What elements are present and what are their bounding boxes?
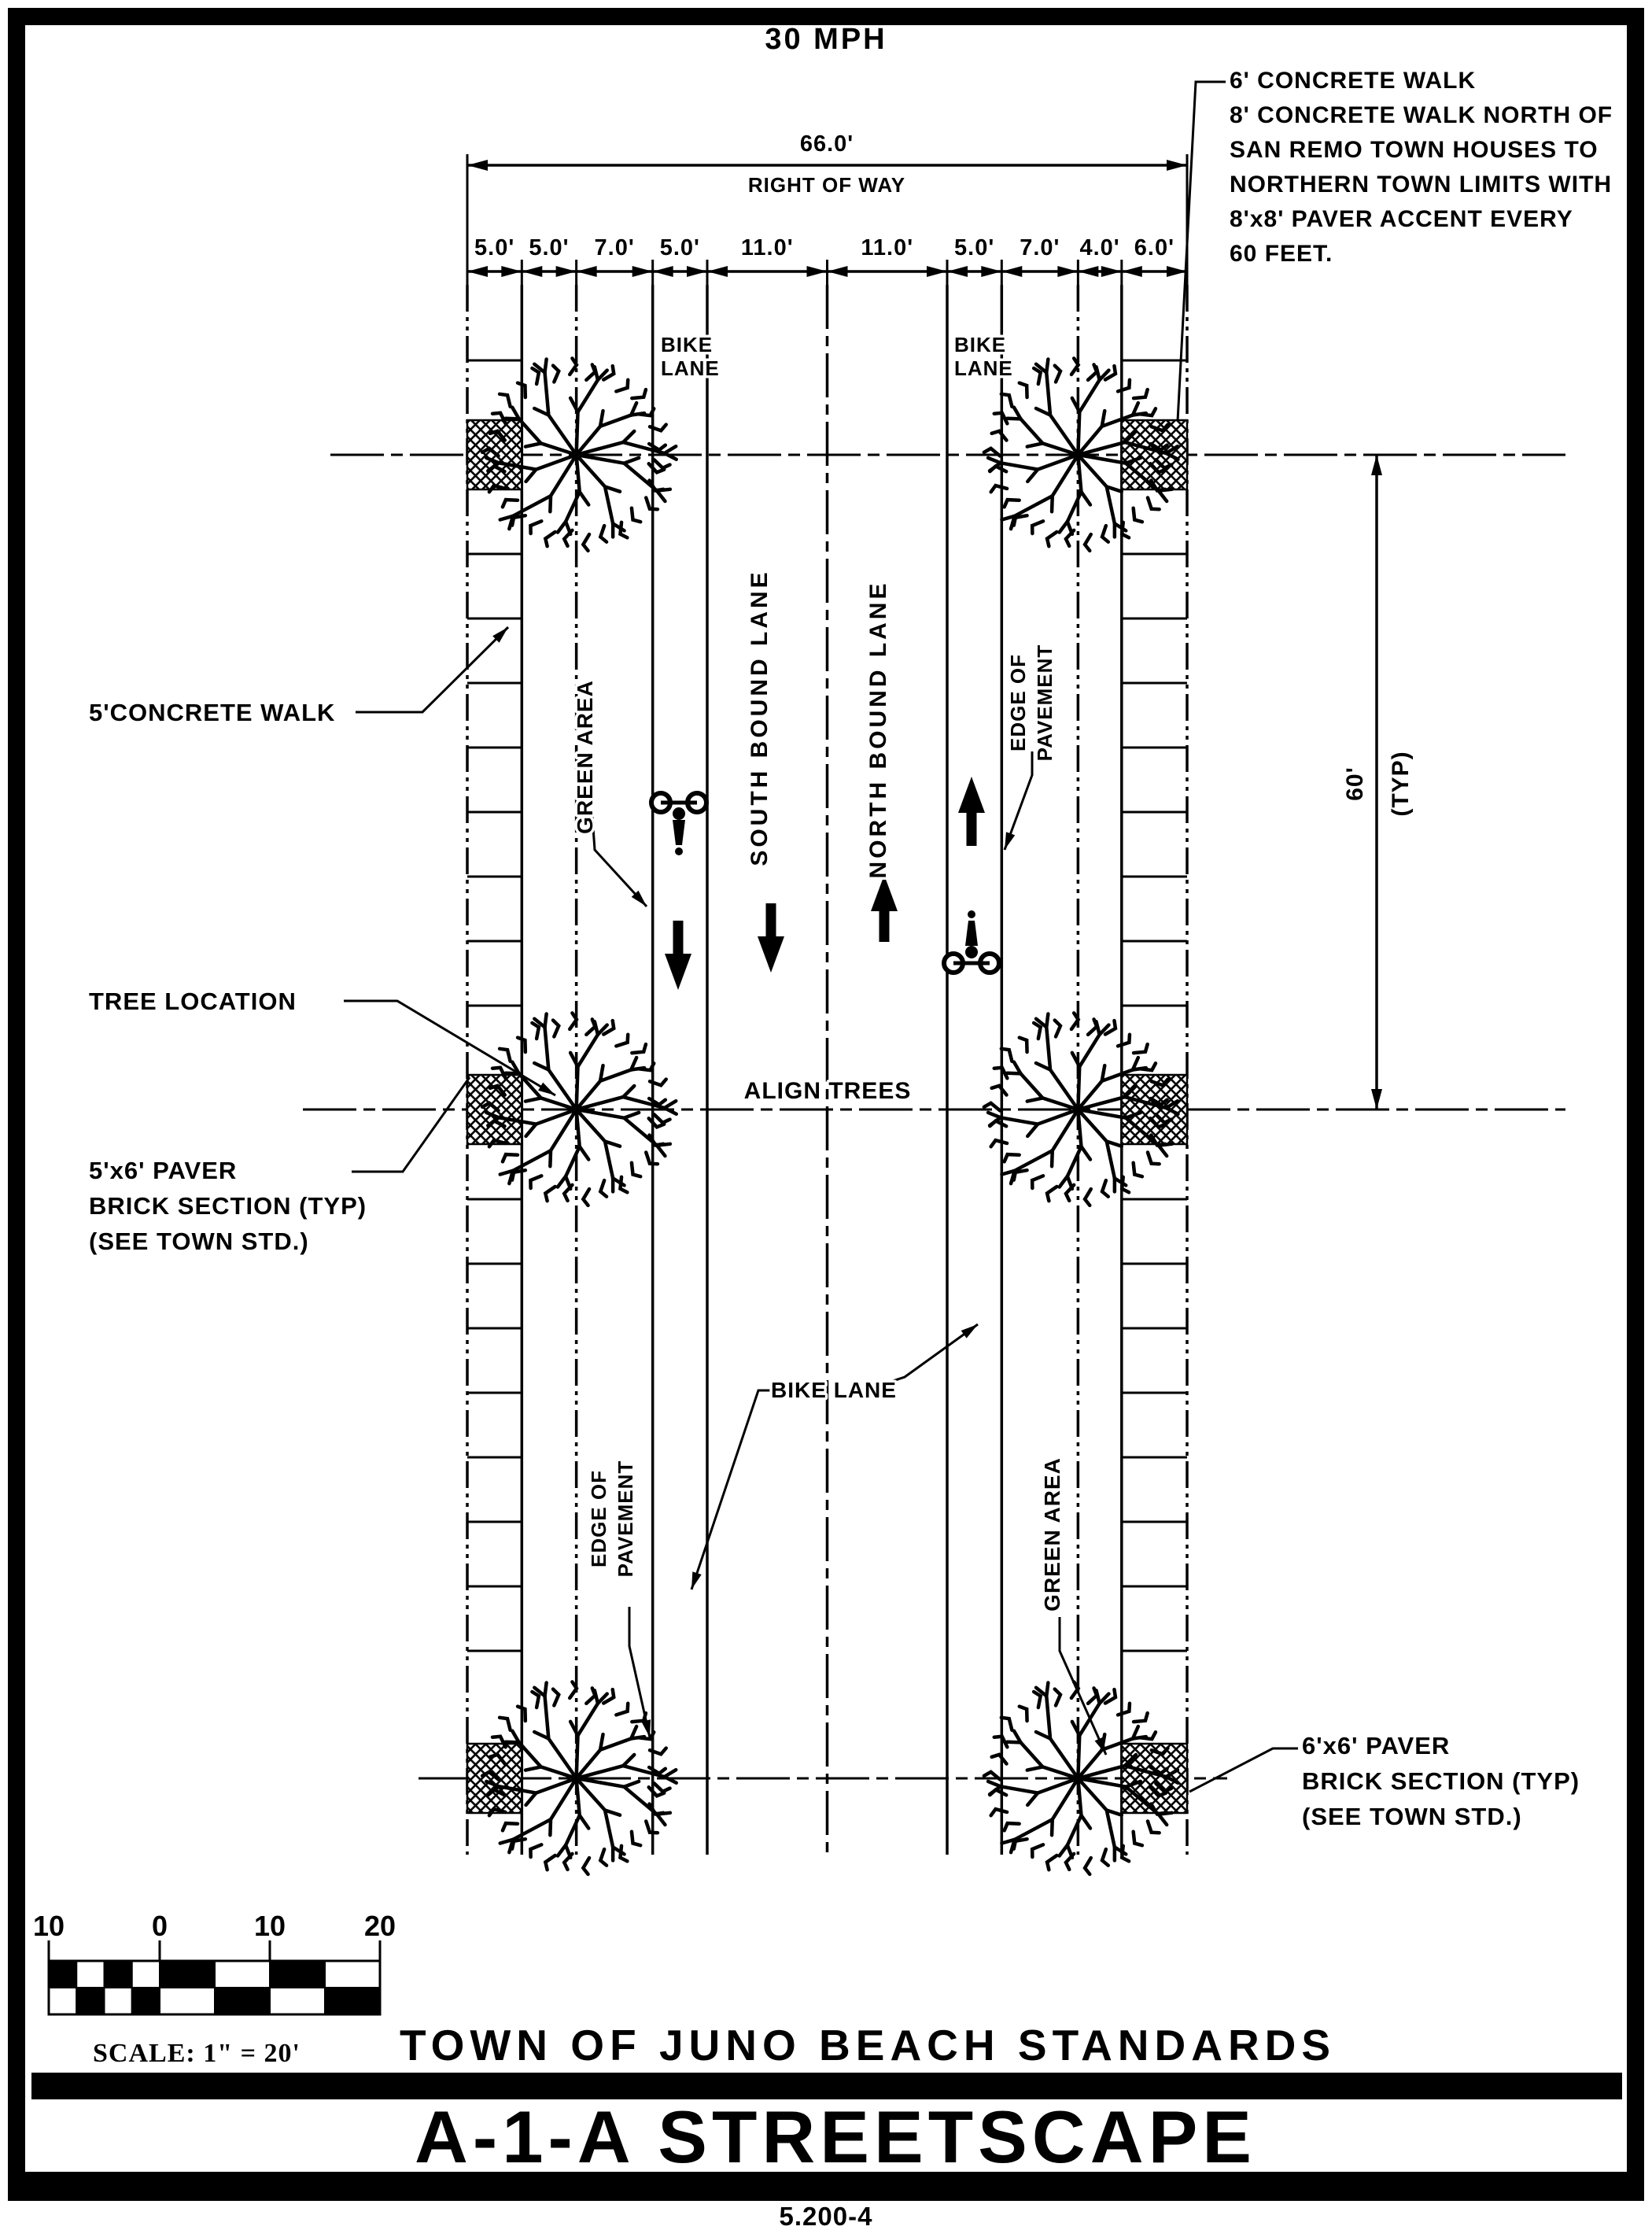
paver-callout-west: 5'x6' PAVER (89, 1157, 238, 1184)
tree-twig (1081, 492, 1090, 504)
cyclist-head (965, 946, 978, 958)
tree-branch (1001, 1778, 1079, 1793)
tree-spacing-dimension: 60' (1342, 766, 1368, 801)
dimension-arrow (632, 266, 653, 277)
cyclist-body (965, 921, 978, 946)
leader-arrowhead (687, 1571, 701, 1591)
paver-callout-east: BRICK SECTION (TYP) (1302, 1767, 1580, 1795)
tree-twig (530, 1844, 541, 1857)
concrete-walk-leader (356, 627, 508, 712)
tree-branch (577, 1109, 657, 1146)
tree-twig (600, 1849, 607, 1866)
dimension-arrow (577, 266, 597, 277)
dimension-arrow (556, 266, 577, 277)
tree-twig (657, 491, 666, 501)
tree-twig (545, 1683, 547, 1696)
scale-bar-cell (76, 1961, 104, 1988)
tree-twig (632, 1044, 646, 1053)
tree-twig (1020, 383, 1027, 397)
tree-twig (545, 532, 555, 546)
tree-twig (1055, 1021, 1060, 1037)
scale-bar-cell (132, 1988, 160, 2014)
tree-twig (586, 364, 595, 379)
dimension-arrow (653, 266, 673, 277)
tree-twig (992, 431, 1007, 441)
tree-twig (623, 1755, 634, 1766)
dimension-arrow (1371, 455, 1382, 475)
tree-twig (1034, 1692, 1041, 1708)
tree-twig (530, 1176, 541, 1188)
tree-twig (526, 1793, 537, 1805)
right-of-way-label: RIGHT OF WAY (747, 173, 906, 197)
standards-title: TOWN OF JUNO BEACH STANDARDS (400, 2021, 1337, 2069)
bike-lane-label-west: BIKE (661, 333, 714, 356)
green-area-east-leader (1060, 1617, 1106, 1755)
tree-twig (545, 1187, 555, 1201)
edge-of-pavement-label-east: EDGE OF (1006, 653, 1030, 752)
tree-twig (583, 534, 589, 551)
dimension-arrow (1371, 1089, 1382, 1109)
cyclist-head (673, 807, 685, 820)
tree-twig (1020, 1038, 1027, 1052)
tree-twig (1005, 500, 1020, 507)
tree-twig (1052, 496, 1053, 511)
segment-dimension-label: 7.0' (594, 235, 635, 260)
dimension-arrow (1078, 266, 1098, 277)
tree-twig (1027, 1098, 1043, 1101)
dimension-arrow (467, 160, 488, 171)
tree-twig (1005, 1154, 1020, 1161)
scale-bar-cell (270, 1961, 325, 1988)
tree-twig (525, 1098, 541, 1101)
tree-branch (1001, 1109, 1079, 1124)
tree-twig (655, 1783, 670, 1791)
scale-bar-cell (49, 1988, 76, 2014)
dimension-arrow (1057, 266, 1078, 277)
tree-twig (1014, 1170, 1027, 1180)
scale-bar-cell (215, 1988, 270, 2014)
tree-twig (1047, 1187, 1056, 1201)
tree-twig (553, 1021, 559, 1037)
traffic-direction-arrow (665, 921, 691, 990)
paver-callout-west: BRICK SECTION (TYP) (89, 1192, 367, 1220)
paver-brick-section-east (1122, 1075, 1187, 1144)
scale-bar-cell (105, 1961, 132, 1988)
bike-lane-label-east: BIKE (954, 333, 1007, 356)
tree-twig (1014, 515, 1027, 525)
tree-twig (623, 431, 634, 442)
segment-dimension-label: 7.0' (1020, 235, 1060, 260)
tree-twig (564, 530, 572, 546)
tree-twig (632, 1832, 640, 1846)
scale-bar-cell (325, 1988, 380, 2014)
scale-bar-cell (105, 1988, 132, 2014)
tree-twig (570, 1682, 577, 1698)
scale-bar-cell (160, 1988, 215, 2014)
tree-twig (500, 394, 511, 407)
dimension-arrow (1101, 266, 1122, 277)
tree-twig (1034, 368, 1041, 384)
speed-limit-label: 30 MPH (765, 23, 887, 56)
tree-twig (558, 522, 566, 533)
tree-twig (564, 1185, 572, 1201)
walk-note-line: NORTHERN TOWN LIMITS WITH (1230, 172, 1613, 198)
tree-branch (1015, 1778, 1079, 1840)
dimension-arrow (927, 266, 947, 277)
tree-twig (600, 526, 607, 542)
green-area-label-west: GREEN AREA (573, 680, 597, 834)
tree-twig (1055, 1689, 1060, 1706)
tree-twig (616, 380, 628, 392)
tree-twig (1046, 1014, 1048, 1028)
dimension-arrow (1001, 266, 1022, 277)
scale-caption: SCALE: 1" = 20' (93, 2039, 301, 2068)
cyclist-wheel-mark (675, 847, 683, 855)
traffic-direction-arrow (758, 903, 784, 973)
dimension-arrow (501, 266, 522, 277)
tree-twig (550, 1819, 551, 1835)
tree-twig (503, 500, 518, 507)
tree-twig (657, 1815, 666, 1825)
tree-twig (988, 458, 1001, 463)
drawing-title: A-1-A STREETSCAPE (415, 2095, 1256, 2178)
tree-location-callout: TREE LOCATION (89, 988, 297, 1015)
tree-twig (526, 470, 537, 482)
tree-twig (1027, 1124, 1038, 1136)
tree-twig (526, 1124, 537, 1136)
tree-twig (1088, 1688, 1097, 1703)
tree-twig (1060, 522, 1068, 533)
traffic-direction-arrow (958, 777, 985, 846)
tree-branch (1001, 455, 1079, 470)
tree-twig (545, 1855, 555, 1870)
walk-note-line: 8' CONCRETE WALK NORTH OF (1230, 102, 1613, 128)
tree-twig (632, 508, 640, 522)
tree-twig (624, 1113, 639, 1118)
dimension-arrow (522, 266, 542, 277)
paver-east-leader (1189, 1748, 1298, 1792)
tree-twig (550, 496, 551, 511)
align-trees-note: ALIGN TREES (743, 1078, 912, 1104)
tree-twig (990, 466, 1006, 471)
tree-twig (580, 1146, 589, 1159)
tree-twig (1060, 1176, 1068, 1187)
street-geometry (8, 8, 1644, 2201)
tree-twig (1027, 443, 1043, 446)
scale-bar-number: 10 (253, 1910, 286, 1942)
tree-twig (530, 521, 541, 534)
row-width-dimension: 66.0' (799, 131, 854, 157)
tree-twig (1060, 1845, 1068, 1856)
edge-of-pavement-label-west: PAVEMENT (614, 1460, 637, 1578)
tree-twig (1034, 1023, 1041, 1039)
north-bound-lane-label: NORTH BOUND LANE (865, 580, 891, 879)
tree-twig (1027, 470, 1038, 482)
tree-twig (1159, 1815, 1167, 1825)
segment-dimension-label: 5.0' (659, 235, 700, 260)
edge-pavement-west-leader (629, 1607, 650, 1737)
tree-twig (1066, 530, 1074, 546)
dimension-arrow (467, 266, 488, 277)
segment-dimension-label: 4.0' (1079, 235, 1120, 260)
tree-branch (1020, 1742, 1078, 1778)
tree-twig (624, 458, 639, 463)
tree-twig (1134, 390, 1148, 398)
scale-bar-cell (270, 1988, 325, 2014)
tree-twig (623, 1086, 634, 1097)
tree-twig (991, 1809, 1007, 1815)
tree-twig (1088, 1019, 1097, 1034)
dimension-arrow (981, 266, 1001, 277)
cyclist-body (673, 820, 685, 845)
tree-twig (1118, 1035, 1130, 1047)
tree-twig (1148, 498, 1160, 510)
walk-note-leader (1178, 82, 1226, 421)
tree-twig (532, 1692, 539, 1708)
paver-brick-section-east (1122, 1744, 1187, 1813)
tree-twig (503, 1823, 518, 1830)
traffic-direction-arrow (871, 875, 898, 942)
segment-dimension-label: 5.0' (529, 235, 570, 260)
dimension-arrow (687, 266, 707, 277)
tree-twig (1102, 526, 1108, 542)
tree-twig (1081, 1815, 1090, 1828)
tree-twig (1088, 364, 1097, 379)
tree-twig (657, 1146, 666, 1156)
scale-bar-number: 10 (32, 1910, 65, 1942)
segment-dimension-label: 6.0' (1134, 235, 1175, 260)
tree-twig (512, 515, 525, 525)
tree-branch (1020, 419, 1078, 455)
tree-twig (1148, 1822, 1160, 1833)
scale-bar-cell (132, 1961, 160, 1988)
tree-twig (1052, 1150, 1053, 1166)
page-border-left (8, 8, 25, 2201)
tree-twig (600, 1180, 607, 1197)
tree-twig (1020, 1707, 1027, 1721)
tree-twig (632, 390, 646, 398)
tree-twig (1134, 508, 1142, 522)
tree-branch (577, 1778, 657, 1815)
walk-note-line: 60 FEET. (1230, 241, 1333, 267)
cyclist-wheel-mark (968, 910, 975, 918)
dimension-arrow (1167, 160, 1187, 171)
tree-twig (992, 1755, 1007, 1764)
paver-callout-east: (SEE TOWN STD.) (1302, 1803, 1522, 1830)
tree-twig (503, 1154, 518, 1161)
tree-branch (1020, 1073, 1078, 1109)
tree-twig (1046, 1683, 1048, 1696)
segment-dimension-label: 5.0' (954, 235, 995, 260)
tree-twig (624, 1781, 639, 1787)
tree-twig (1005, 1823, 1020, 1830)
tree-twig (991, 486, 1007, 492)
tree-twig (655, 1114, 670, 1122)
tree-twig (1047, 1855, 1056, 1870)
tree-twig (632, 1163, 640, 1177)
sheet-number: 5.200-4 (779, 2202, 873, 2230)
paver-west-leader (352, 1077, 470, 1172)
tree-twig (1014, 1839, 1027, 1848)
tree-twig (616, 1704, 628, 1715)
walk-note-line: 6' CONCRETE WALK (1230, 68, 1477, 94)
dimension-arrow (828, 266, 848, 277)
tree-twig (586, 1688, 595, 1703)
tree-branch (519, 1742, 577, 1778)
tree-twig (553, 366, 559, 382)
segment-dimension-label: 11.0' (740, 235, 794, 260)
tree-twig (1066, 1854, 1074, 1870)
tree-twig (1055, 366, 1060, 382)
dimension-arrow (707, 266, 728, 277)
scale-bar-cell (49, 1961, 76, 1988)
tree-twig (586, 1019, 595, 1034)
tree-twig (512, 1170, 525, 1180)
tree-twig (500, 1049, 511, 1061)
bike-lane-callout: BIKE LANE (771, 1378, 897, 1402)
tree-twig (1159, 491, 1167, 501)
tree-twig (1085, 1858, 1091, 1874)
tree-twig (1032, 1844, 1043, 1857)
bike-lane-leader-west (691, 1390, 787, 1589)
tree-twig (532, 1023, 539, 1039)
edge-of-pavement-label-west: EDGE OF (587, 1469, 610, 1568)
scale-bar-cell (325, 1961, 380, 1988)
tree-twig (988, 1113, 1001, 1117)
tree-twig (525, 443, 541, 446)
tree-twig (992, 1086, 1007, 1095)
cyclist-symbol (944, 910, 999, 973)
tree-twig (550, 1150, 551, 1166)
tree-twig (553, 1689, 559, 1706)
scale-bar-number: 0 (151, 1910, 168, 1942)
cyclist-symbol (651, 793, 706, 855)
tree-spacing-typical: (TYP) (1388, 751, 1414, 817)
tree-twig (500, 1718, 511, 1730)
paver-brick-section-east (1122, 420, 1187, 489)
tree-twig (1159, 1146, 1167, 1156)
tree-twig (564, 1854, 572, 1870)
concrete-walk-callout: 5'CONCRETE WALK (89, 699, 336, 726)
tree-twig (1085, 534, 1091, 551)
walk-note-line: SAN REMO TOWN HOUSES TO (1230, 137, 1599, 163)
tree-branch (519, 419, 577, 455)
scale-bar-cell (76, 1988, 104, 2014)
scale-bar-cell (160, 1961, 215, 1988)
scale-bar-number: 20 (363, 1910, 396, 1942)
tree-twig (580, 1815, 589, 1828)
tree-twig (583, 1189, 589, 1205)
tree-twig (991, 1140, 1007, 1146)
dimension-arrow (1122, 266, 1142, 277)
tree-twig (512, 1839, 525, 1848)
tree-twig (1046, 360, 1048, 373)
tree-twig (1134, 1832, 1142, 1846)
tree-twig (1066, 1185, 1074, 1201)
tree-twig (1047, 532, 1056, 546)
south-bound-lane-label: SOUTH BOUND LANE (747, 569, 773, 866)
tree-twig (1052, 1819, 1053, 1835)
edge-of-pavement-label-east: PAVEMENT (1033, 644, 1056, 762)
tree-twig (558, 1845, 566, 1856)
tree-twig (545, 360, 547, 373)
segment-dimension-label: 11.0' (861, 235, 914, 260)
tree-twig (1118, 380, 1130, 392)
tree-branch (1015, 455, 1079, 516)
annotations (33, 23, 1613, 2230)
tree-twig (580, 492, 589, 504)
walk-note-line: 8'x8' PAVER ACCENT EVERY (1230, 206, 1573, 232)
tree-twig (525, 1767, 541, 1770)
tree-twig (1027, 1767, 1043, 1770)
tree-twig (532, 368, 539, 384)
segment-dimension-label: 5.0' (474, 235, 515, 260)
tree-twig (1102, 1180, 1108, 1197)
tree-twig (655, 460, 670, 467)
tree-twig (1118, 1704, 1130, 1715)
paver-callout-west: (SEE TOWN STD.) (89, 1228, 309, 1255)
tree-twig (545, 1014, 547, 1028)
tree-branch (577, 455, 657, 491)
tree-twig (558, 1176, 566, 1187)
bike-lane-label-west: LANE (661, 356, 720, 380)
tree-twig (583, 1858, 589, 1874)
page-border-right (1627, 8, 1644, 2201)
tree-twig (1081, 1146, 1090, 1159)
tree-branch (1015, 1109, 1079, 1171)
green-area-label-east: GREEN AREA (1040, 1457, 1064, 1612)
tree-twig (1085, 1189, 1091, 1205)
tree-twig (1032, 521, 1043, 534)
dimension-arrow (947, 266, 968, 277)
tree-twig (1134, 1163, 1142, 1177)
tree-twig (990, 1121, 1006, 1126)
paver-callout-east: 6'x6' PAVER (1302, 1732, 1451, 1759)
tree-twig (1032, 1176, 1043, 1188)
dimension-arrow (1167, 266, 1187, 277)
tree-twig (616, 1035, 628, 1047)
tree-twig (1102, 1849, 1108, 1866)
tree-twig (1134, 1044, 1148, 1053)
tree-twig (988, 1781, 1001, 1786)
dimension-arrow (807, 266, 828, 277)
tree-twig (1134, 1713, 1148, 1722)
tree-twig (990, 1789, 1006, 1795)
tree-twig (1148, 1153, 1160, 1165)
scale-bar-cell (215, 1961, 270, 1988)
tree-twig (1027, 1793, 1038, 1805)
bike-lane-label-east: LANE (954, 356, 1013, 380)
